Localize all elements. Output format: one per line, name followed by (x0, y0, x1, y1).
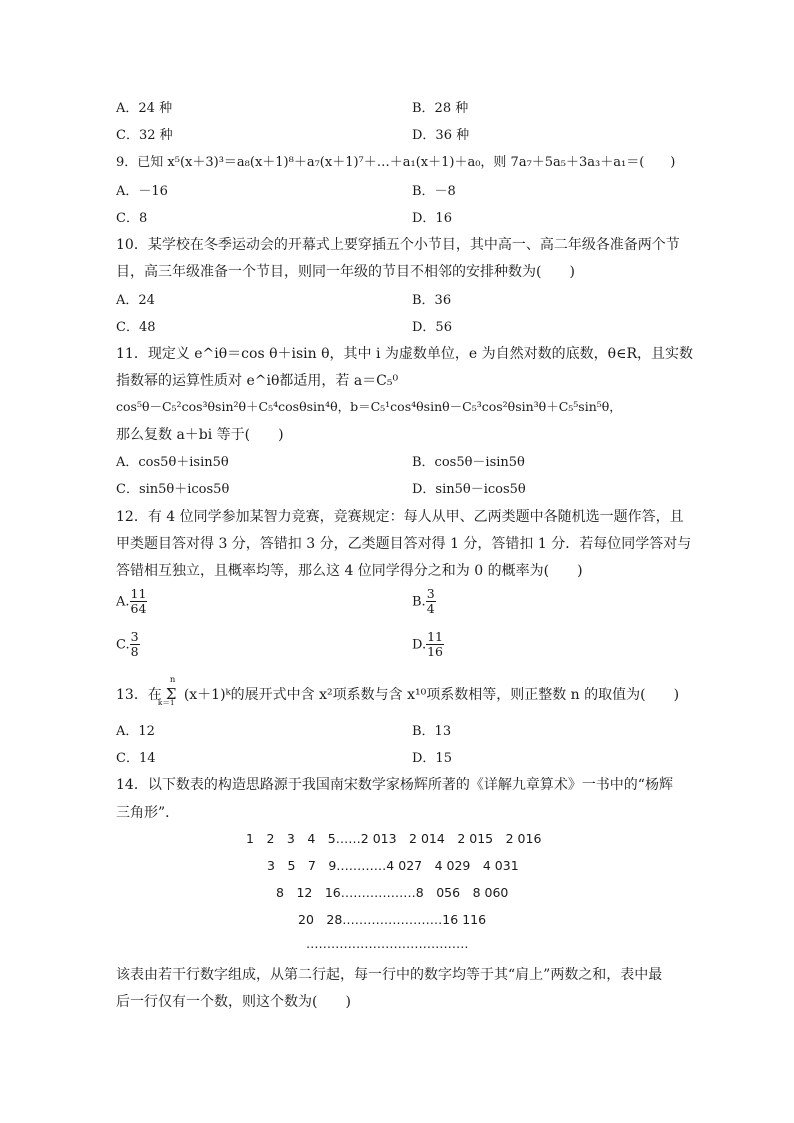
q9-option-c: C．8 (116, 211, 148, 226)
q11-stem-line4: 那么复数 a＋bi 等于( ) (116, 427, 284, 443)
q11-option-c: C．sin5θ＋icos5θ (116, 482, 230, 497)
q12-option-a-fraction (130, 587, 148, 617)
q14-after-line1: 该表由若干行数字组成，从第二行起，每一行中的数字均等于其“肩上”两数之和，表中最 (116, 967, 663, 983)
q10-option-c: C．48 (116, 320, 156, 335)
q13-option-b: B．13 (412, 724, 452, 739)
fraction-denominator: 4 (426, 601, 435, 617)
fraction-numerator: 3 (426, 586, 435, 601)
q14-stem-line1: 14．以下数表的构造思路源于我国南宋数学家杨辉所著的《详解九章算术》一书中的“杨辉 (116, 777, 673, 793)
q11-option-d: D．sin5θ－icos5θ (412, 482, 526, 497)
q13-option-a: A．12 (116, 724, 155, 739)
q12-option-c (116, 630, 140, 660)
q12-option-a-label: A. (116, 594, 130, 610)
triangle-row-1: 1 2 3 4 5……2 013 2 014 2 015 2 016 (246, 831, 542, 846)
fraction-denominator: 8 (130, 644, 139, 660)
q10-stem-line1: 10．某学校在冬季运动会的开幕式上要穿插五个小节目，其中高一、高二年级各准备两个节 (116, 237, 680, 253)
q8-option-b: B．28 种 (412, 101, 469, 116)
q13-option-d: D．15 (412, 751, 452, 766)
q12-option-b (412, 587, 436, 617)
summation-lower-limit: k＝1 (157, 698, 175, 707)
q13-option-c: C．14 (116, 751, 156, 766)
q12-option-d (412, 630, 444, 660)
q9-option-d: D．16 (412, 211, 452, 226)
q14-stem-line2: 三角形”． (116, 805, 180, 821)
q13-prefix: 13．在 (116, 687, 162, 703)
q13-stem (116, 675, 680, 707)
q12-option-b-fraction (426, 587, 436, 617)
fraction-numerator: 11 (130, 586, 147, 601)
fraction-denominator: 64 (130, 601, 147, 617)
q12-stem-line1: 12．有 4 位同学参加某智力竞赛，竞赛规定：每人从甲、乙两类题中各随机选一题作答，且 (116, 509, 684, 525)
q12-option-a (116, 587, 147, 617)
q8-option-a: A．24 种 (116, 101, 173, 116)
q11-stem-line3: cos⁵θ－C₅²cos³θsin²θ＋C₅⁴cosθsin⁴θ，b＝C₅¹cos⁴θsinθ－C₅³cos²θsin³θ＋C₅⁵sin⁵θ， (116, 399, 622, 414)
fraction-denominator: 16 (427, 644, 443, 660)
q11-option-a: A．cos5θ＋isin5θ (116, 455, 229, 470)
q12-option-d-fraction (426, 630, 444, 660)
q10-option-b: B．36 (412, 293, 452, 308)
q12-stem-line2: 甲类题目答对得 3 分，答错扣 3 分，乙类题目答对得 1 分，答错扣 1 分．若每位同学答对与 (116, 536, 692, 552)
q12-option-c-label: C. (116, 637, 130, 653)
q11-option-b: B．cos5θ－isin5θ (412, 455, 525, 470)
q9-stem: 9．已知 x⁵(x＋3)³＝a₈(x＋1)⁸＋a₇(x＋1)⁷＋…＋a₁(x＋1)＋a₀，则 7a₇＋5a₅＋3a₃＋a₁＝( ) (116, 155, 676, 170)
fraction-numerator: 11 (427, 629, 443, 644)
triangle-row-2: 3 5 7 9…………4 027 4 029 4 031 (267, 858, 519, 873)
q14-after-line2: 后一行仅有一个数，则这个数为( ) (116, 994, 351, 1010)
q9-option-a: A．－16 (116, 184, 168, 199)
q8-option-d: D．36 种 (412, 128, 470, 143)
q10-option-a: A．24 (116, 293, 155, 308)
fraction-numerator: 3 (130, 629, 139, 644)
triangle-row-ellipsis: ………………………………… (306, 936, 469, 951)
q12-option-c-fraction (130, 630, 140, 660)
q8-option-c: C．32 种 (116, 128, 173, 143)
q12-stem-line3: 答错相互独立，且概率均等，那么这 4 位同学得分之和为 0 的概率为( ) (116, 563, 583, 579)
q12-option-d-label: D. (412, 637, 427, 653)
summation-upper-limit: n (169, 675, 176, 685)
sigma-icon: Σ (165, 685, 177, 703)
q9-option-b: B．－8 (412, 184, 456, 199)
triangle-row-3: 8 12 16………………8 056 8 060 (276, 885, 509, 900)
q11-stem-line1: 11．现定义 e^iθ＝cos θ＋isin θ，其中 i 为虚数单位，e 为自然对数的底数，θ∈R，且实数 (116, 346, 693, 362)
summation-symbol (157, 675, 184, 707)
q12-option-b-label: B. (412, 594, 426, 610)
q11-stem-line2: 指数幂的运算性质对 e^iθ都适用，若 a＝C₅⁰ (116, 373, 399, 389)
q10-stem-line2: 目，高三年级准备一个节目，则同一年级的节目不相邻的安排种数为( ) (116, 264, 575, 280)
triangle-row-4: 20 28……………………16 116 (298, 912, 487, 927)
q13-body: (x＋1)ᵏ的展开式中含 x²项系数与含 x¹⁰项系数相等，则正整数 n 的取值为( ) (183, 687, 680, 703)
q10-option-d: D．56 (412, 320, 452, 335)
